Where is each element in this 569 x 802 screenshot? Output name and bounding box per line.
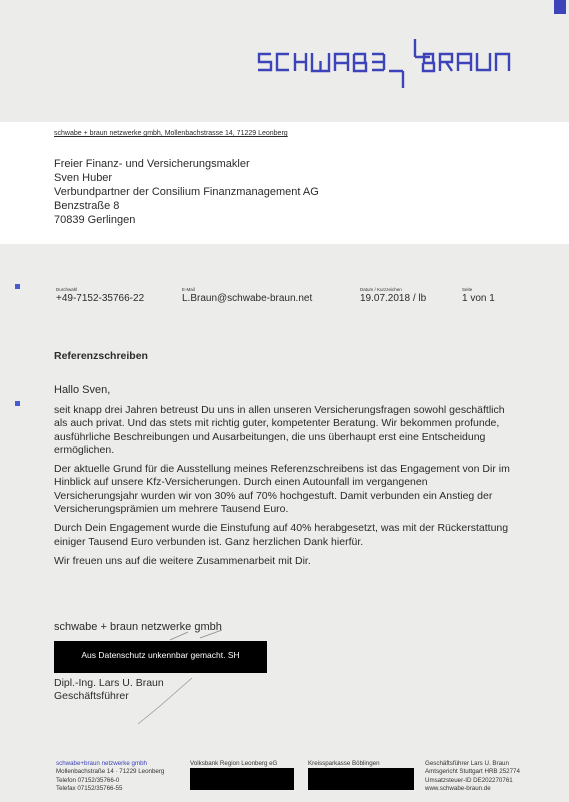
seite-value: 1 von 1: [462, 293, 495, 304]
fold-mark: [15, 284, 20, 289]
body-paragraph: seit knapp drei Jahren betreust Du uns in allen unseren Versicherungsfragen sowohl geschäftlich als auch privat. Und das stets mit richtig guter, kompetenter Beratung. Wir bekommen profunde, ausführliche Beschreibungen und Ausarbeitungen, die uns überhaupt erst eine Entscheidung ermöglichen.: [54, 404, 505, 456]
email-label: E-Mail: [182, 287, 195, 292]
footer-line: Mollenbachstraße 14 · 71229 Leonberg: [56, 768, 165, 776]
signature-redaction-box: [54, 641, 267, 673]
salutation: Hallo Sven,: [54, 384, 111, 396]
sender-return-address: schwabe + braun netzwerke gmbh, Mollenbachstrasse 14, 71229 Leonberg: [54, 130, 288, 137]
footer-bank2-title: Kreissparkasse Böblingen: [308, 760, 380, 767]
footer-company-block: [56, 760, 164, 793]
footer-line: Amtsgericht Stuttgart HRB 252774: [425, 768, 520, 776]
datum-value: 19.07.2018 / lb: [360, 293, 427, 304]
footer-company-name: schwabe+braun netzwerke gmbh: [56, 760, 147, 767]
datum-label: Datum / Kurzzeichen: [360, 287, 402, 292]
signer-role: Geschäftsführer: [54, 690, 129, 702]
footer-line: www.schwabe-braun.de: [425, 784, 491, 792]
footer-bank1-redaction: [190, 768, 294, 790]
body-paragraph: Durch Dein Engagement wurde die Einstufung auf 40% herabgesetzt, was mit der Rückerstattung einiger Tausend Euro verbunden ist. Ganz herzlichen Dank hierfür.: [54, 522, 509, 548]
email-value: L.Braun@schwabe-braun.net: [182, 293, 313, 304]
letter-body: [54, 404, 514, 574]
footer-bank1-title: Volksbank Region Leonberg eG: [190, 760, 278, 767]
recipient-line: Verbundpartner der Consilium Finanzmanagement AG: [54, 186, 319, 198]
company-logo: [255, 33, 537, 89]
redaction-note: Aus Datenschutz unkennbar gemacht. SH: [81, 650, 240, 660]
fold-mark: [15, 401, 20, 406]
body-paragraph: Wir freuen uns auf die weitere Zusammenarbeit mit Dir.: [54, 554, 311, 567]
signer-name: Dipl.-Ing. Lars U. Braun: [54, 677, 164, 689]
body-paragraph: Der aktuelle Grund für die Ausstellung meines Referenzschreibens ist das Engagement von Dir im Hinblick auf unsere Kfz-Versicherungen. Durch einen Autounfall im vergangenen Versicherungsjahr wurden wir von 30% auf 70% hochgestuft. Damit verbunden ein Anstieg der Versicherungsprämien um mehrere Tausend Euro.: [54, 463, 510, 516]
durchwahl-value: +49-7152-35766-22: [56, 293, 145, 304]
footer-line: Geschäftsführer Lars U. Braun: [425, 760, 509, 767]
footer-bank2-redaction: [308, 768, 414, 790]
recipient-line: Freier Finanz- und Versicherungsmakler: [54, 158, 250, 170]
letter-subject: Referenzschreiben: [54, 350, 148, 362]
recipient-line: 70839 Gerlingen: [54, 214, 136, 226]
footer-line: Telefax 07152/35766-55: [56, 784, 123, 792]
closing-company: schwabe + braun netzwerke gmbh: [54, 621, 222, 633]
footer-line: Umsatzsteuer-ID DE202270761: [425, 776, 513, 784]
corner-color-mark: [554, 0, 566, 14]
footer-line: Telefon 07152/35766-0: [56, 776, 120, 784]
durchwahl-label: Durchwahl: [56, 287, 78, 292]
seite-label: Seite: [462, 287, 473, 292]
recipient-address-block: [54, 157, 319, 227]
recipient-line: Benzstraße 8: [54, 200, 120, 212]
footer-legal-block: [425, 760, 520, 793]
recipient-line: Sven Huber: [54, 172, 113, 184]
